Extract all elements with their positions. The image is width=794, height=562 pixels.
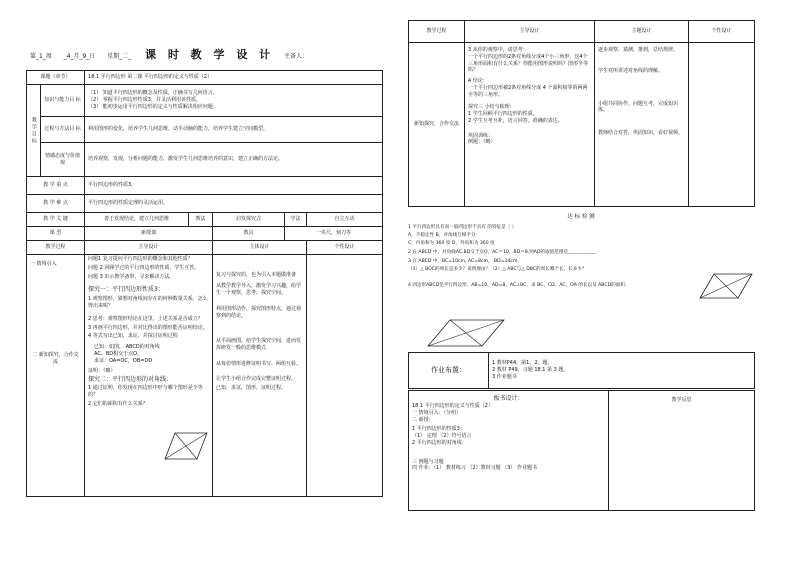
process-goal: 利用图形的变化，培养学生几何思维，动手动脑的能力，培养学生建立空间模型。 [85, 117, 383, 143]
heading-lead: 主导设计 [85, 241, 213, 255]
board-line-1: 18.1 平行四边形的定义与性质（2） [412, 403, 493, 410]
parallelogram-figure [163, 431, 209, 461]
lead-line-14: 2 它们的面积有什么关系？ [88, 400, 148, 407]
type-value: 新授课 [85, 227, 213, 241]
lead-line-8: 4 等式写出已知，求证，并探讨证明过程 [88, 333, 178, 340]
study-value: 自主互动 [307, 213, 383, 227]
key-point-value: 平行四边形的性质3。 [85, 177, 383, 195]
knowledge-goal-1: （1） 知道平行四边形的概念及性质，正确书写几何语言。 [88, 90, 218, 97]
lead-line-6: 2 思考：观察图形结论在这里，上述关系是否成立？ [88, 315, 203, 322]
board-title: 板书设计： [493, 395, 524, 402]
knowledge-goals [85, 85, 383, 117]
r-heading-main: 主题设计 [595, 21, 689, 43]
board-line-8: 四 作业：（1） 教材练习 （2）教材习题 （3） 作业题书 [412, 465, 537, 472]
r-heading-lead: 主导设计 [465, 21, 595, 43]
lead-line-4: 探究一：平行四边形性质3： [88, 286, 164, 294]
r-lead-line-7: 2 学生互考互补，语言回答，准确的表达。 [468, 117, 563, 124]
r-lead-line-4: 一个平行四边形被2条对角线分成 4 个面积相等的两两全等的三角形。 [468, 84, 588, 98]
topic-value: 18.1 平行四边形 第二课 平行四边形的定义与性质（2） [85, 71, 383, 85]
r-stage-label: 新知探究，合作交流 [409, 43, 465, 207]
r-lead-line-9: 例题：（略） [468, 139, 496, 146]
r-main-line-1: 逐步观察，猜测，推到，总结规律。 [598, 47, 679, 53]
board-line-4: 1 平行四边形的性质3： [412, 426, 465, 433]
homework-line-1: 1 教材P44，第1，2，题。 [492, 360, 553, 367]
lead-line-10: 求证：OA=OC，OB=OD [94, 357, 153, 364]
main-line-7: 已知，求证，图形，证明过程。 [216, 384, 287, 391]
test-q4: 4 四边形ABCD是平行四边形，AB=10，AD=8，AC⊥BC，求 BC、CD、AC、OA 的长以及 ABCD的面积. [408, 283, 627, 288]
tools-value: 一块尺，刻刀等 [285, 227, 383, 241]
homework-content [489, 353, 755, 389]
test-q3: 3 在 ABCD 中，BC=10cm, AC=8cm， BD=14cm， [408, 259, 523, 264]
lead-line-12: 探究二：平行四边形的对角线： [88, 376, 173, 384]
test-q1-opt-a: A，不稳定性 B，对角线互相平分 [408, 233, 476, 238]
keywords-label: 教 学 关 键 [27, 213, 85, 227]
knowledge-goal-3: （3） 能初步运用平行四边形的定义与性质解决相应问题。 [88, 103, 218, 110]
left-page [18, 0, 388, 562]
test-q1: 1 平行四边形具有而一般四边形不具有 的特征是（ ） [408, 225, 517, 230]
main-line-1: 复习与探究的，也为引入本题做准备 [216, 272, 297, 278]
homework-label: 作业布置： [409, 353, 489, 389]
main-line-5: 从每份情形进修证明书写。两组互检。 [216, 361, 302, 368]
left-header [30, 46, 380, 62]
study-label: 学法 [285, 213, 307, 227]
r-lead-line-5: 探究三 小结与梳理： [468, 104, 515, 111]
topic-label: 课题（章节） [27, 71, 85, 85]
r-main-line-4: 教师结合对答，巩固知识，看好视频。 [598, 130, 684, 136]
r-lead-line-6: 1 学生回顾平行四边形的性质。 [468, 111, 538, 117]
test-section [408, 212, 754, 353]
lead-line-13: 1 通过证明，你发现在四边形中形与哪个图形是全等的？ [88, 385, 203, 398]
tools-label: 教具 [213, 227, 285, 241]
lead-line-3: 问题 3 出示教学备带，寻求解决方法。 [88, 273, 175, 280]
personal-design-cell [307, 255, 383, 497]
weekday-field: 星期_二_ [107, 53, 132, 60]
reflection-cell [609, 391, 755, 511]
heading-process: 教学过程 [27, 241, 85, 255]
homework-line-3: 3 作业题书 [492, 373, 517, 380]
heading-main: 主体设计 [213, 241, 307, 255]
stage-2-label: 二 新知探究，合作交流 [32, 351, 79, 365]
r-lead-line-1: 3 从你的观察中，请思考： [468, 47, 528, 53]
homework-table [408, 352, 755, 389]
test-q1-opt-c: C，内角和为 360 度 D，外角和为 360 度 [408, 241, 495, 246]
board-line-5: （1） 定理 （2）符号语言 [412, 433, 472, 440]
board-design-cell [409, 391, 609, 511]
lead-line-2: 问题 2 回顾学过的平行四边形的性质，学生互答。 [88, 264, 200, 271]
test-parallelogram-right [698, 272, 754, 300]
right-process-table [408, 20, 755, 207]
board-line-6: 2 平行四边形的对角线： [412, 439, 467, 446]
key-point-label: 教 学 重 点 [27, 177, 85, 195]
r-main-line-3: 小组共同协作，问题互考，完成知识体。 [598, 100, 679, 114]
r-heading-personal: 个性设计 [689, 21, 755, 43]
date-field: _4_月_9_日 [63, 53, 96, 60]
method-value: 启发探究式 [213, 213, 285, 227]
r-personal-cell [689, 43, 755, 207]
r-main-cell [595, 43, 689, 207]
r-lead-cell [465, 43, 595, 207]
lesson-plan-table [26, 70, 383, 497]
objectives-label: 教学目标 [27, 85, 41, 177]
main-line-6: 让学生小组合作完成完整证明过程。 [216, 376, 297, 382]
type-label: 课 型 [27, 227, 85, 241]
test-title: 达 标 检 测 [567, 214, 595, 220]
emotion-goal: 培养观察，发现，分析问题的能力，激发学生几何思维培养的意识，建立正确的方法论。 [85, 143, 383, 177]
lead-line-9: 已知：如图， ABCD的对角线AC、BD相交于点O， [94, 344, 160, 357]
r-lead-line-8: 巩固训练： [468, 132, 494, 139]
main-line-3: 利用图形动作，探究图形特点，通过观察到的结论。 [216, 306, 302, 319]
lead-design-cell [85, 255, 213, 497]
difficulty-label: 教 学 难 点 [27, 195, 85, 213]
board-line-2: 一 情境引入：（分组） [412, 409, 462, 416]
heading-personal: 个性设计 [307, 241, 383, 255]
method-label: 教法 [189, 213, 213, 227]
week-field: 第_1_周 [30, 53, 52, 60]
main-design-cell [213, 255, 307, 497]
main-line-4: 从平面画图，给学生探究空间，进而发挥研发一般的思维模式 [216, 337, 302, 351]
right-page [402, 0, 790, 562]
emotion-label: 情感态度与价值观 [41, 143, 85, 177]
stage-1-label: 一 情境引入 [30, 261, 57, 267]
stage-column [27, 255, 85, 497]
preparer-field: 主备人： [284, 53, 309, 60]
page-title: 课 时 教 学 设 计 [145, 48, 275, 61]
lead-line-5: 1 观察图形，猜想对角线间存在的何种数量关系，怎么得出来呢？ [88, 296, 208, 310]
process-label: 过程与方法目 标 [41, 117, 85, 143]
knowledge-label: 知识与能力目 标 [41, 85, 85, 117]
lead-line-11: 证明：（略） [88, 368, 116, 375]
r-main-line-2: 学生对所讲述对角线的理解。 [598, 67, 664, 74]
main-line-2: 从教学教学导入，激发学习兴趣，给学生一个观察，思考、探究空间。 [216, 282, 302, 296]
difficulty-value: 平行四边形的性质定理的灵活运用。 [85, 195, 383, 213]
lead-line-7: 3 再画平行四边形，并对比得出的图形能否证明结论。 [88, 324, 208, 331]
board-line-3: 二 新授： [412, 416, 434, 423]
test-q3-sub: （1）△ BOC的周长是多少？说明理由？（2）△ ABC与△ DBC的周长哪个长，长多少？ [408, 267, 587, 272]
r-heading-process: 教学过程 [409, 21, 465, 43]
board-table [408, 390, 755, 511]
test-parallelogram-bottom [426, 316, 506, 350]
board-line-7: 三 例题与习题 [412, 458, 444, 465]
reflection-title: 教学反思 [671, 397, 692, 403]
keywords-value: 善于发现结论，建立几何思维 [85, 213, 189, 227]
test-q2: 2 在 ABCD 中，对角线AC,BD交于点O，AC＝10，BD＝8,则AD的取值范围是____________ [408, 250, 596, 255]
knowledge-goal-2: （2） 掌握平行四边形性质3，并灵活利用该性质。 [88, 97, 201, 104]
r-lead-line-3: 4 结论： [468, 78, 488, 84]
lead-line-1: 问题1 复习提问平行四边形的概念和其他性质？ [88, 256, 193, 262]
homework-line-2: 2 教材 P49，习题 18.1 第 3 题。 [492, 367, 569, 374]
r-lead-line-2: 一个平行四边形的2条对角线分成4个小三角形，这4个三角形面积有什么关系？你能用图形说明吗？图形全等吗？ [468, 53, 589, 74]
